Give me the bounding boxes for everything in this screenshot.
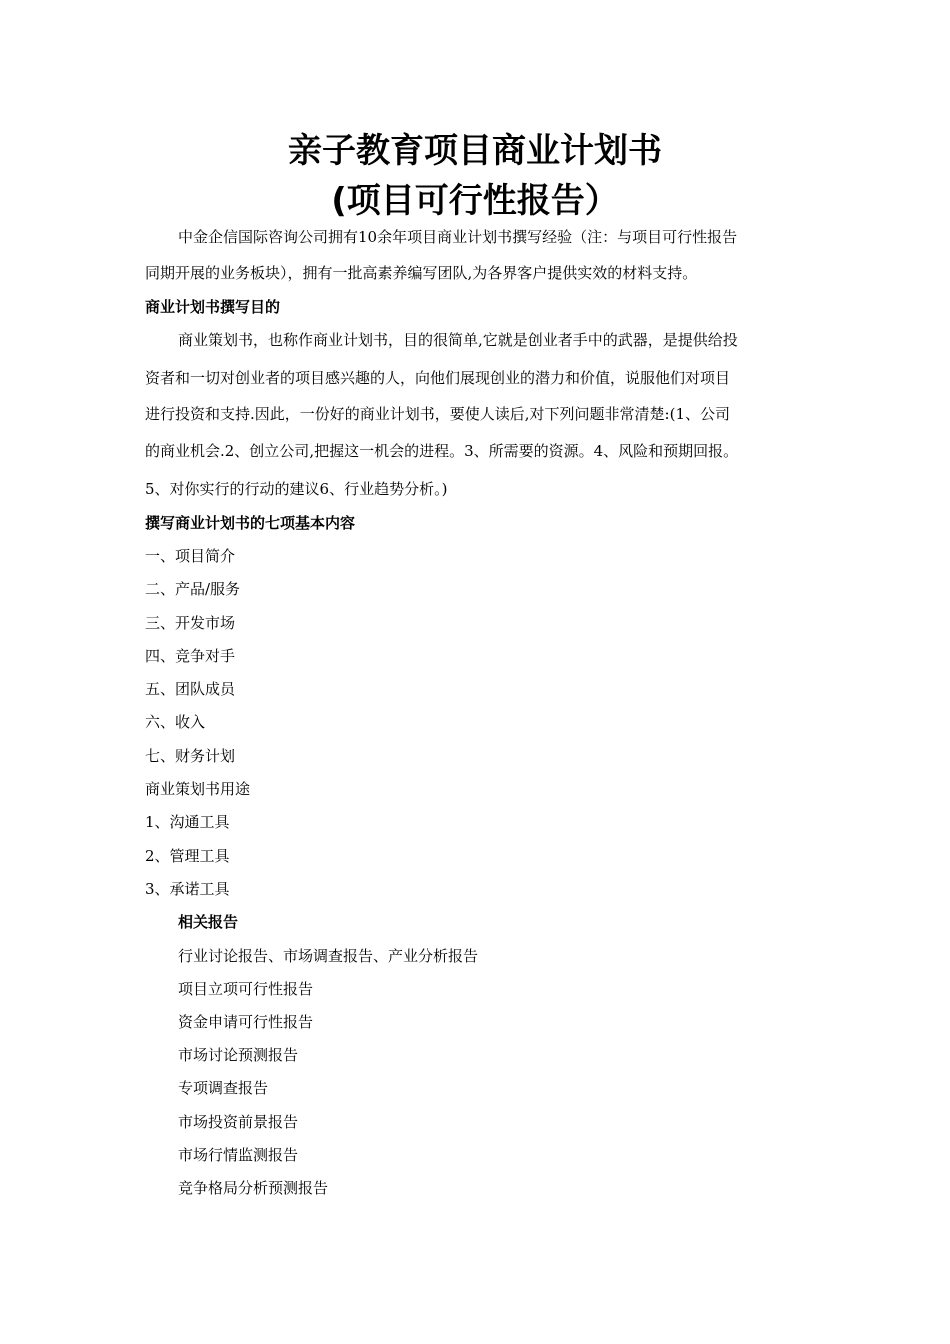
contents-item: 四、竞争对手 [145,647,236,665]
purpose-heading: 商业计划书撰写目的 [145,298,281,316]
related-report-item: 市场行情监测报告 [178,1146,299,1164]
document-subtitle: (项目可行性报告） [331,181,619,221]
contents-item: 一、项目简介 [145,547,236,565]
uses-heading: 商业策划书用途 [145,780,251,798]
uses-item: 2、管理工具 [145,847,230,865]
purpose-line: 的商业机会.2、创立公司,把握这一机会的进程。3、所需要的资源。4、风险和预期回报。 [145,442,739,460]
uses-item: 1、沟通工具 [145,813,230,831]
related-report-item: 专项调查报告 [178,1079,269,1097]
document-title: 亲子教育项目商业计划书 [288,131,662,171]
related-heading: 相关报告 [178,913,239,931]
contents-item: 六、收入 [145,713,206,731]
contents-item: 二、产品/服务 [145,580,241,598]
contents-heading: 撰写商业计划书的七项基本内容 [145,514,356,532]
contents-item: 五、团队成员 [145,680,236,698]
related-report-item: 项目立项可行性报告 [178,980,314,998]
related-report-item: 竞争格局分析预测报告 [178,1179,329,1197]
related-report-item: 行业讨论报告、市场调查报告、产业分析报告 [178,947,479,965]
related-report-item: 市场投资前景报告 [178,1113,299,1131]
intro-line-2: 同期开展的业务板块），拥有一批高素养编写团队,为各界客户提供实效的材料支持。 [145,264,698,282]
contents-item: 三、开发市场 [145,614,236,632]
related-report-item: 市场讨论预测报告 [178,1046,299,1064]
intro-line-1: 中金企信国际咨询公司拥有10余年项目商业计划书撰写经验（注：与项目可行性报告 [178,228,738,246]
purpose-line: 商业策划书，也称作商业计划书，目的很简单,它就是创业者手中的武器，是提供给投 [178,331,738,349]
purpose-line: 5、对你实行的行动的建议6、行业趋势分析。) [145,480,448,498]
uses-item: 3、承诺工具 [145,880,230,898]
related-report-item: 资金申请可行性报告 [178,1013,314,1031]
contents-item: 七、财务计划 [145,747,236,765]
purpose-line: 进行投资和支持.因此，一份好的商业计划书，要使人读后,对下列问题非常清楚:(1、公司 [145,405,730,423]
purpose-line: 资者和一切对创业者的项目感兴趣的人，向他们展现创业的潜力和价值，说服他们对项目 [145,369,731,387]
